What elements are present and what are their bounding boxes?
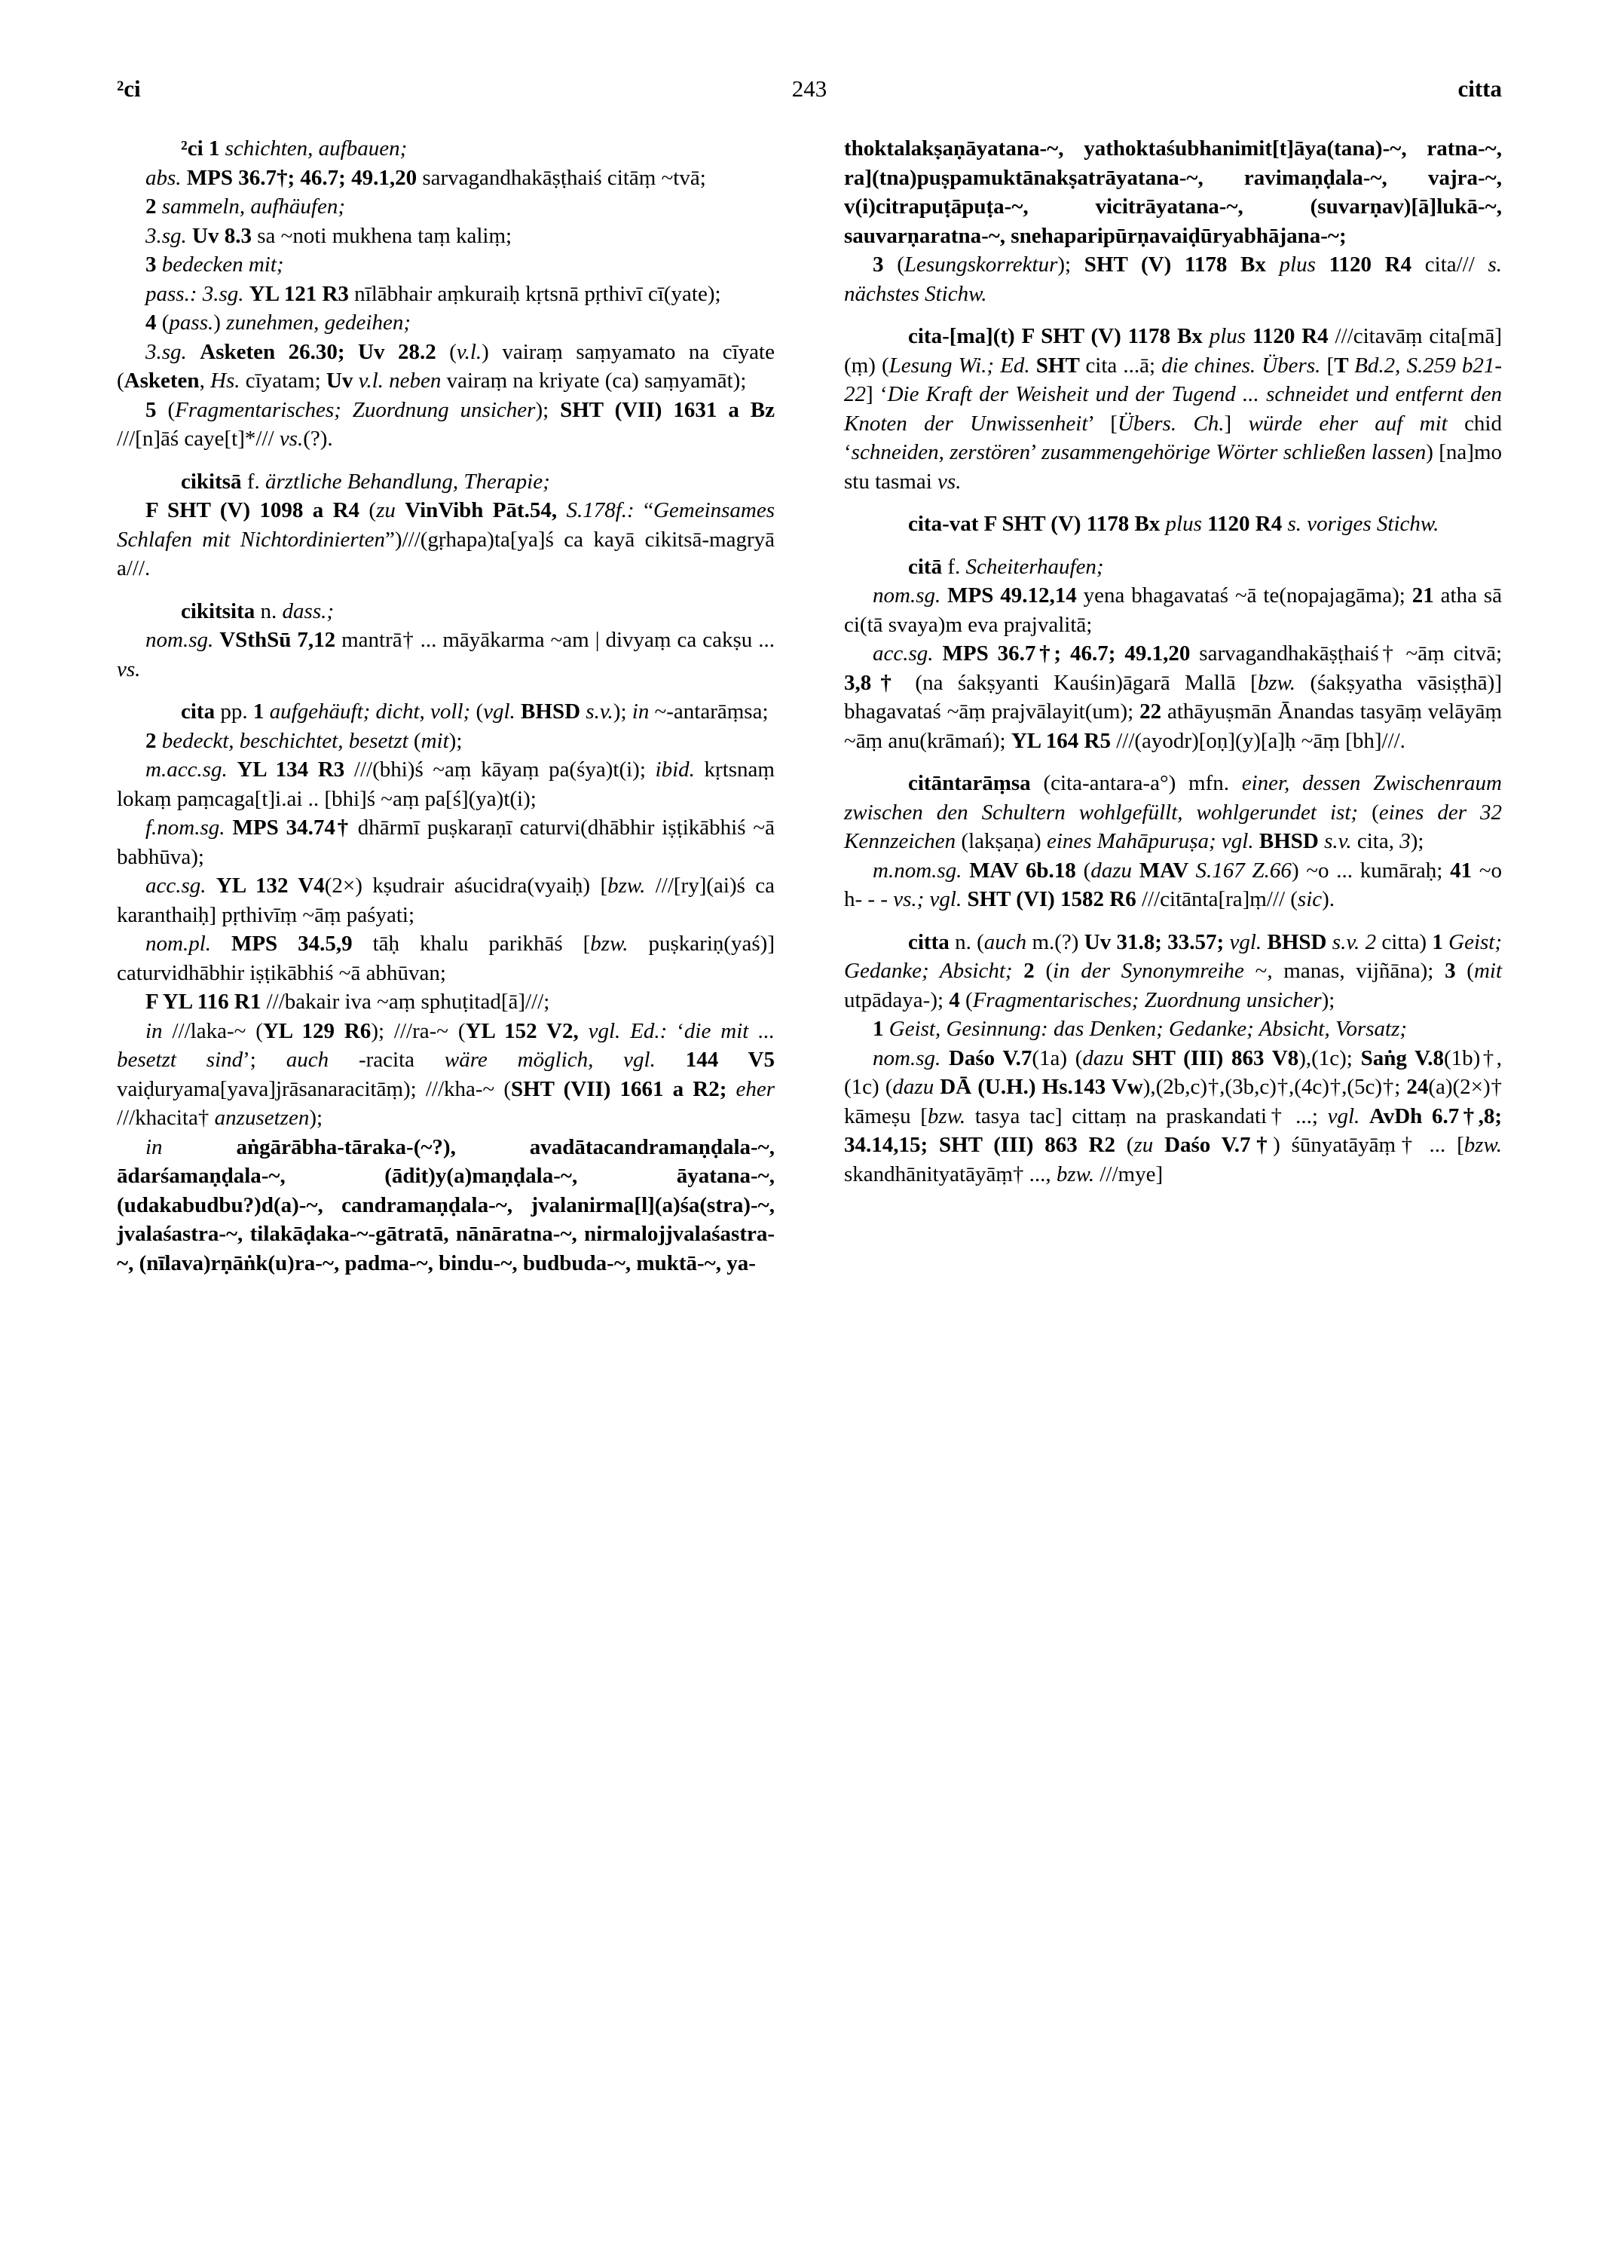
text-run: yena bhagavataś ~ā te(nopajagāma); [1083,583,1412,608]
text-run: Bd.2, S.259 b21-22 [844,353,1503,406]
text-run: plus [1279,253,1329,277]
text-run: 41 [1450,858,1479,883]
text-run: 1 [873,1017,889,1041]
text-run: m.(?) [1032,929,1084,954]
text-run: SHT (VI) 1582 R6 [967,887,1142,911]
text-run: Asketen 26.30; Uv 28.2 [200,339,450,364]
text-run: in der Synonymreihe [1053,959,1255,983]
text-run: (a)(2×)† kāmeṣu [ [844,1075,1503,1128]
text-run: S.167 Z.66 [1195,858,1292,883]
text-run: Asketen [124,369,200,393]
text-run: MPS 36.7†; 46.7; 49.1,20 [942,641,1200,666]
text-run: citā [908,554,948,579]
text-run: 21 [1411,583,1441,608]
text-run: ( [167,397,176,422]
text-run: F YL 116 R1 [145,990,267,1014]
text-run: zusammengehörige Wörter schließen lassen [1041,440,1427,464]
text-run: Gemeinsames Schlafen mit Nichtordinierten [117,498,775,552]
text-run: ( [413,728,421,753]
text-run: (1a) ( [1032,1045,1083,1070]
text-run: sarvagandhakāṣṭhaiś† ~āṃ citvā; [1199,641,1503,666]
text-run: vaiḍuryama[yava]jrāsanaracitāṃ); ///kha-~ ( [117,1076,511,1101]
text-run: Daśo V.7 [948,1045,1032,1070]
text-run: 1120 R4 [1207,512,1288,536]
text-run: bzw. [590,932,649,956]
text-run: (cita-antara-a°) mfn. [1043,771,1242,795]
text-run: cita ...ā; [1085,353,1162,378]
text-run: ) śūnyatāyāṃ† ... [ [1273,1133,1464,1157]
body-paragraph [117,496,775,583]
running-head-left: ²ci [117,75,141,102]
entry-paragraph [117,134,775,164]
text-run: ’ [1030,440,1042,464]
entry-paragraph [844,322,1502,496]
text-run: MPS 49.12,14 [947,583,1084,608]
text-run: skandhānityatāyāṃ† ..., [844,1162,1057,1186]
text-run: dazu [892,1075,940,1099]
text-run: vs.; vgl. [893,887,968,911]
text-run: ) ~o ... kumāraḥ; [1291,858,1451,883]
body-paragraph [117,222,775,251]
text-run: v.l. [456,339,482,364]
text-run: 3 [1445,959,1467,983]
text-run: ~, manas, vijñāna); [1255,959,1445,983]
text-run: eines Mahāpuruṣa; vgl. [1046,829,1259,853]
text-run: S.178f.: [566,498,644,522]
text-run: 4 [145,311,162,335]
text-run: bzw. [1056,1162,1100,1186]
text-run: s. nächstes Stichw. [844,253,1503,306]
text-run: dhārmī puṣkaraṇī caturvi(dhābhir iṣṭikābhiś ~ā babhūva); [117,816,775,869]
text-run: citta [908,929,956,954]
body-paragraph [844,134,1502,250]
text-run: ///laka-~ ( [172,1018,263,1043]
text-run: vairaṃ na kriyate (ca) saṃyamāt); [446,369,747,393]
text-run: ( [1466,959,1474,983]
text-run: cita-vat F SHT (V) 1178 Bx [908,512,1166,536]
text-run: auch [286,1048,359,1072]
text-run: vs. [279,427,304,451]
text-run: abs. [145,165,187,190]
text-run: YL 134 R3 [237,758,354,782]
text-run: s.v. [586,699,613,724]
text-run: ),(2b,c)†,(3b,c)†,(4c)†,(5c)†; [1142,1075,1407,1099]
entry-paragraph [844,769,1502,856]
text-run: v.l. neben [358,369,447,393]
text-run: m.acc.sg. [145,758,237,782]
page-number: 243 [791,75,827,102]
text-columns [117,134,1502,1278]
text-run: s.v. 2 [1332,929,1382,954]
text-run: ( [369,498,377,522]
text-run: ) [213,311,227,335]
text-run: 3 [873,253,898,277]
text-run: ); [613,699,632,724]
text-run: Saṅg V.8 [1360,1045,1444,1070]
text-run: YL 132 V4 [216,874,325,898]
text-run: ( [1126,1133,1134,1157]
text-run: citāntarāṃsa [908,771,1044,795]
text-run: Scheiterhaufen; [965,554,1104,579]
text-run: tāḥ khalu parikhāś [ [372,932,591,956]
text-run: ( [1083,858,1091,883]
text-run: vs. [117,657,141,681]
page-header [117,75,1502,103]
text-run: nom.sg. [145,628,220,652]
text-run: einer, dessen Zwischenraum zwischen den Schultern wohlgefüllt, wohlgerundet ist; [844,771,1502,825]
text-run: ); ///ra-~ ( [371,1018,466,1043]
text-run: ( [1045,959,1054,983]
text-run: cita, [1356,829,1400,853]
entry-paragraph [844,510,1502,539]
text-run: Übers. Ch. [1117,411,1225,436]
text-run: 3 [1399,829,1411,853]
text-run: BHSD [1259,829,1325,853]
entry-paragraph [117,597,775,626]
text-run: nom.pl. [145,932,231,956]
body-paragraph [844,639,1502,755]
text-run: pass.: 3.sg. [145,281,249,306]
body-paragraph [844,250,1502,308]
text-run: aṅgārābha-tāraka-(~?), avadātacandramaṇḍala-~, ādarśamaṇḍala-~, (ādit)y(a)maṇḍala-~, āyatana-~, (udakabudbu?)d(a)-~, candramaṇḍala-~, jvalanirma[l](a)śa(stra)-~, jvalaśastra-~, tilakāḍaka-~-gātratā, nānāratna-~, nirmalojjvalaśastra-~, (nīlava)rṇāṅk(u)ra-~, padma-~, bindu-~, budbuda-~, muktā-~, ya- [117,1134,775,1275]
text-run: MPS 34.74† [232,816,358,840]
body-paragraph [117,813,775,871]
text-run: ); [1410,829,1424,853]
text-run: dazu [1082,1045,1132,1070]
text-run: zunehmen, gedeihen; [226,311,411,335]
text-run: ibid. [655,758,705,782]
body-paragraph [844,1015,1502,1044]
text-run: nom.sg. [873,583,948,608]
text-run: ’ [ [1087,411,1118,436]
text-run: YL 152 V2, [465,1018,589,1043]
running-head-right: citta [1457,75,1503,102]
text-run: pp. [220,699,253,724]
text-run: nīlābhair aṃkuraiḥ kṛtsnā pṛthivī cī(yate); [354,281,721,306]
text-run: VSthSū 7,12 [219,628,342,652]
text-run: 24 [1406,1075,1429,1099]
entry-paragraph [117,697,775,727]
text-run: vs. [937,469,962,494]
text-run: cita [181,699,221,724]
text-run: ///khacita† [117,1106,215,1130]
text-run: SHT (VII) 1631 a Bz [560,397,775,422]
text-run: cikitsita [181,598,261,623]
text-run: die mit ... besetzt sind [117,1018,775,1072]
text-run: YL 164 R5 [1011,728,1117,753]
text-run: dazu [1090,858,1139,883]
text-run: 4 [949,987,966,1012]
text-run: sammeln, aufhäufen; [161,194,345,219]
text-run: ~-antarāṃsa; [654,699,769,724]
text-run: ²ci 1 [181,136,225,161]
text-run: vgl. [1229,929,1268,954]
text-run: sa ~noti mukhena taṃ kaliṃ; [257,223,512,248]
text-run: BHSD [1267,929,1332,954]
text-run: mantrā† ... māyākarma ~am | divyaṃ ca cakṣu ... [341,628,775,652]
body-paragraph [117,396,775,454]
text-run: acc.sg. [873,641,943,666]
dictionary-column-right [844,134,1502,1278]
text-run: SHT (VII) 1661 a R2; [510,1076,736,1101]
text-run: puṣkariṇ(yaś)] caturvidhābhir iṣṭikābhiś ~ā abhūvan; [117,932,775,985]
text-run: auch [983,929,1032,954]
text-run: (1b)†,(1c) ( [844,1045,1503,1099]
text-run: bedeckt, beschichtet, besetzt [161,728,414,753]
text-run: Geist, Gesinnung: das Denken; Gedanke; Absicht, Vorsatz; [888,1017,1408,1041]
body-paragraph [117,164,775,193]
body-paragraph [117,626,775,684]
text-run: 3 [145,253,162,277]
text-run: 1 [252,699,270,724]
text-run: ( [476,699,484,724]
text-run: f. [246,469,265,494]
text-run: zu [1133,1133,1165,1157]
text-run: 144 V5 [685,1048,775,1072]
text-run: s. voriges Stichw. [1287,512,1439,536]
text-run: Daśo V.7† [1164,1133,1274,1157]
text-run: kṛtsnaṃ lokaṃ paṃcaga[t]i.ai .. [bhi]ś ~aṃ pa[ś](ya)t(i); [117,758,775,811]
text-run: 3.sg. [145,223,193,248]
text-run: YL 121 R3 [249,281,355,306]
text-run: “ [644,498,653,522]
text-run: anzusetzen [214,1106,310,1130]
text-run: -racita [358,1048,445,1072]
text-run: ] [1224,411,1249,436]
text-run: würde eher auf mit [1248,411,1465,436]
dictionary-column-left [117,134,775,1278]
text-run: (śakṣyatha vāsiṣṭhā)] bhagavataś ~āṃ prajvālayit(um); [844,670,1502,724]
text-run: vgl. [1327,1103,1369,1128]
text-run: bedecken mit; [161,253,284,277]
text-run: ///[ry](ai)ś ca karanthaiḥ] pṛthivīṃ ~āṃ paśyati; [117,874,775,927]
text-run: Lesungskorrektur [904,253,1058,277]
text-run: Uv 8.3 [192,223,258,248]
text-run: ( [449,339,457,364]
text-run: m.nom.sg. [873,858,970,883]
text-run: (lakṣaṇa) [961,829,1047,853]
text-run: Die Kraft der Weisheit und der Tugend ... schneidet und entfernt den Knoten der Unwissenheit [844,382,1502,436]
text-run: vgl. Ed.: [588,1018,677,1043]
text-run: DĀ (U.H.) Hs.143 Vw [940,1075,1143,1099]
text-run: 3.sg. [145,339,200,364]
body-paragraph [844,1044,1502,1189]
text-run: BHSD [521,699,586,724]
text-run: cita/// [1424,253,1488,277]
text-run: ‘ [677,1018,684,1043]
text-run: plus [1209,324,1252,348]
text-run: (na śakṣyanti Kauśin)āgarā Mallā [ [915,670,1258,695]
text-run: vgl. [483,699,521,724]
text-run: ///citavāṃ cita[mā](ṃ) ( [844,324,1502,378]
body-paragraph [844,581,1502,639]
text-run: (?). [303,427,333,451]
text-run: 3,8† [844,670,916,695]
text-run: wäre möglich, vgl. [444,1048,686,1072]
body-paragraph [844,856,1502,914]
text-run: ///[n]āś caye[t]*/// [117,427,280,451]
text-run: n. [260,598,283,623]
text-run: schneiden, zerstören [851,440,1031,464]
text-run: atha sā ci(tā svaya)m eva prajvalitā; [844,583,1502,637]
text-run: plus [1165,512,1208,536]
text-run: ); [1057,253,1084,277]
body-paragraph [117,192,775,222]
text-run: cita-[ma](t) F SHT (V) 1178 Bx [908,324,1210,348]
text-run: pass. [169,311,214,335]
text-run: tasya tac] cittaṃ na praskandati† ...; [974,1103,1328,1128]
text-run: in [145,1134,237,1159]
text-run: in [632,699,655,724]
text-run: ärztliche Behandlung, Therapie; [265,469,550,494]
text-run: ///(ayodr)[oṇ](y)[a]ḥ ~āṃ [bh]///. [1116,728,1405,753]
entry-paragraph [844,552,1502,582]
text-run: ( [1372,800,1379,825]
body-paragraph [117,929,775,987]
text-run: ’; [243,1048,286,1072]
text-run: in [145,1018,173,1043]
text-run: MAV [1139,858,1196,883]
text-run: MAV 6b.18 [969,858,1084,883]
text-run: dass.; [282,598,335,623]
text-run: ); [309,1106,323,1130]
text-run: ( [161,311,170,335]
text-run: Hs. [210,369,246,393]
text-run: (2×) kṣudrair aśucidra(vyaiḥ) [ [324,874,608,898]
body-paragraph [117,1133,775,1278]
text-run: 2 [145,728,162,753]
text-run: aufgehäuft; dicht, voll; [269,699,476,724]
text-run: cīyatam; [245,369,326,393]
text-run: f. [947,554,966,579]
body-paragraph [117,1017,775,1133]
text-run: mit [1473,959,1503,983]
text-run: thoktalakṣaṇāyatana-~, yathoktaśubhanimit[t]āya(tana)-~, ratna-~, ra](tna)puṣpamuktānakṣatrāyatana-~, ravimaṇḍala-~, vajra-~, v(i)citrapuṭāpuṭa-~, vicitrāyatana-~, (suvarṇav)[ā]lukā-~, sauvarṇaratna-~, snehaparipūrṇavaiḍūryabhājana-~; [844,136,1502,248]
body-paragraph [117,727,775,756]
text-run: , [199,369,211,393]
text-run: YL 129 R6 [262,1018,372,1043]
text-run: 1120 R4 [1252,324,1335,348]
text-run: bzw. [607,874,656,898]
entry-paragraph [117,467,775,497]
text-run: [ [1326,353,1335,378]
text-run: nom.sg. [873,1045,949,1070]
text-run: Uv [326,369,359,393]
text-run: ///(bhi)ś ~aṃ kāyaṃ pa(śya)t(i); [353,758,656,782]
text-run: acc.sg. [145,874,216,898]
text-run: n. ( [955,929,984,954]
text-run: bzw. [1463,1133,1502,1157]
text-run: schichten, aufbauen; [225,136,408,161]
text-run: 1120 R4 [1329,253,1425,277]
text-run: Lesung Wi.; Ed. [888,353,1036,378]
text-run: 1 [1432,929,1449,954]
text-run: ( [965,987,973,1012]
text-run: 2 [145,194,162,219]
text-run: s.v. [1324,829,1357,853]
text-run: SHT (III) 863 V8 [1131,1045,1299,1070]
text-run: die chines. Übers. [1161,353,1327,378]
text-run: ),(1c); [1298,1045,1361,1070]
text-run: sic [1297,887,1323,911]
text-run: ). [1322,887,1335,911]
text-run: 2 [1023,959,1046,983]
text-run: ( [897,253,904,277]
text-run: MPS 36.7†; 46.7; 49.1,20 [186,165,423,190]
text-run: ///citānta[ra]ṃ/// ( [1141,887,1298,911]
text-run: f.nom.sg. [145,816,233,840]
text-run: ///bakair iva ~aṃ sphuṭitad[ā]///; [266,990,550,1014]
text-run: 22 [1139,699,1167,724]
text-run: ); [448,728,463,753]
text-run: ] ‘ [866,382,888,406]
text-run: ); [535,397,561,422]
text-run: Fragmentarisches; Zuordnung unsicher [972,987,1322,1012]
text-run: eher [736,1076,775,1101]
text-run: SHT [1035,353,1086,378]
text-run: ); [1321,987,1335,1012]
text-run: citta) [1381,929,1433,954]
text-run: sarvagandhakāṣṭhaiś citāṃ ~tvā; [422,165,706,190]
text-run: Geist; Gedanke; Absicht; [844,929,1502,983]
text-run: Uv 31.8; 33.57; [1084,929,1230,954]
text-run: ~o h- - - [844,858,1503,911]
body-paragraph [117,308,775,338]
text-run: cikitsā [181,469,247,494]
text-run: Fragmentarisches; Zuordnung unsicher [175,397,536,422]
text-run: bzw. [1257,670,1311,695]
text-run: chid ‘ [844,411,1502,464]
text-run: ) vairaṃ saṃyamato na cīyate ( [117,339,775,393]
body-paragraph [117,250,775,280]
text-run: T [1334,353,1355,378]
text-run: MPS 34.5,9 [231,932,373,956]
text-run: AvDh 6.7†,8; 34.14,15; SHT (III) 863 R2 [844,1103,1502,1157]
text-run: VinVibh Pāt.54, [405,498,567,522]
text-run: ) [na]mo stu tasmai [844,440,1503,494]
text-run: athāyuṣmān Ānandas tasyāṃ velāyāṃ ~āṃ anu(krāmań); [844,699,1503,753]
body-paragraph [117,987,775,1017]
text-run: mit [421,728,449,753]
text-run: utpādaya-); [844,987,950,1012]
text-run: 5 [145,397,168,422]
entry-paragraph [844,928,1502,1015]
text-run: zu [376,498,405,522]
body-paragraph [117,755,775,813]
text-run: ”)///(gṛhapa)ta[ya]ś ca kayā cikitsā-magryā a///. [117,527,775,580]
text-run: SHT (V) 1178 Bx [1084,253,1280,277]
text-run: F SHT (V) 1098 a R4 [145,498,369,522]
text-run: ///mye] [1099,1162,1164,1186]
text-run: eines der 32 Kennzeichen [844,800,1502,853]
body-paragraph [117,871,775,929]
body-paragraph [117,280,775,309]
text-run: bzw. [927,1103,975,1128]
body-paragraph [117,338,775,396]
